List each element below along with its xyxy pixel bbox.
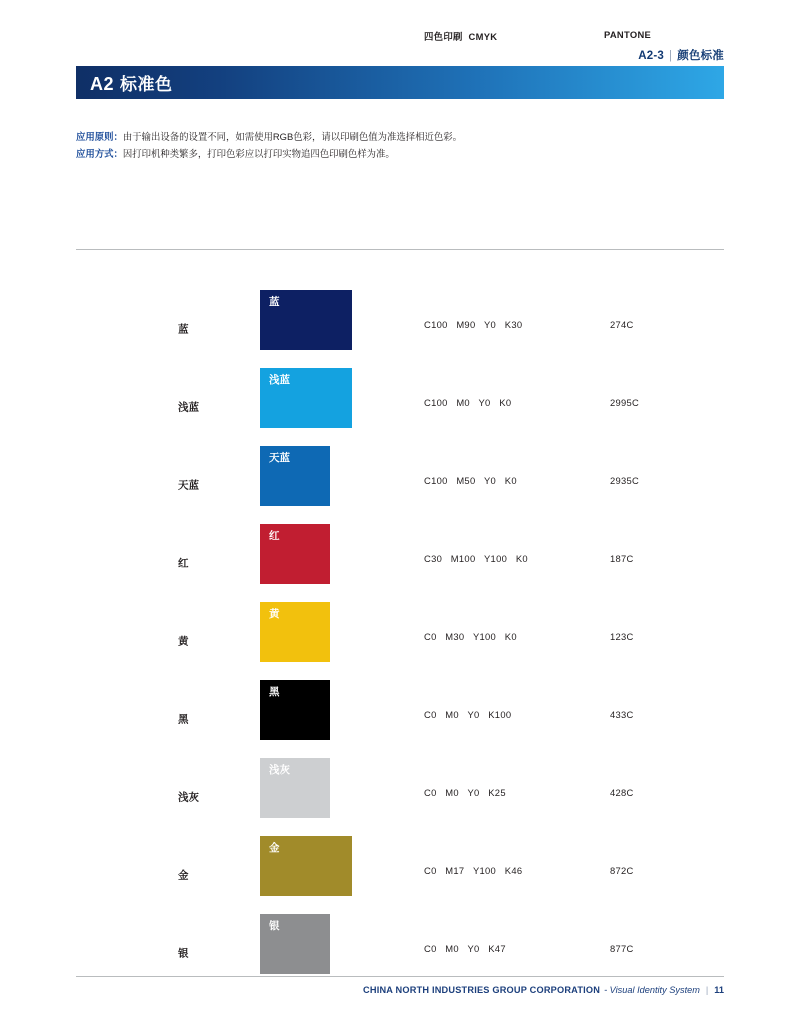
cmyk-value: C0 M0 Y0 K100	[424, 709, 512, 720]
intro-text-principle: 由于输出设备的设置不同，如需使用RGB色彩，请以印刷色值为准选择相近色彩。	[122, 131, 462, 142]
swatch-label: 天蓝	[269, 452, 290, 464]
color-name: 黄	[178, 635, 189, 648]
intro-label-method: 应用方式：	[76, 148, 123, 159]
section-code: A2	[90, 74, 115, 94]
footer-company: CHINA NORTH INDUSTRIES GROUP CORPORATION	[363, 985, 601, 995]
color-name: 浅蓝	[178, 401, 199, 414]
color-swatch	[260, 446, 330, 506]
cmyk-value: C100 M50 Y0 K0	[424, 475, 517, 486]
cmyk-value: C100 M0 Y0 K0	[424, 397, 512, 408]
page-header	[76, 47, 724, 61]
pantone-value: 187C	[610, 553, 634, 564]
color-name: 浅灰	[178, 791, 199, 804]
swatch-label: 红	[269, 530, 280, 542]
table-row	[0, 836, 800, 914]
header-section-code: A2-3	[638, 50, 664, 62]
section-name: 标准色	[120, 75, 173, 94]
swatch-label: 蓝	[269, 296, 280, 308]
table-top-rule	[76, 249, 724, 250]
color-name: 红	[178, 557, 189, 570]
cmyk-value: C0 M30 Y100 K0	[424, 631, 517, 642]
pantone-value: 877C	[610, 943, 634, 954]
pantone-value: 872C	[610, 865, 634, 876]
color-swatch	[260, 914, 330, 974]
pantone-value: 2935C	[610, 475, 640, 486]
column-header-cmyk: 四色印刷 CMYK	[424, 31, 498, 42]
table-row	[0, 446, 800, 524]
footer-rule	[76, 976, 724, 977]
cmyk-value: C0 M0 Y0 K47	[424, 943, 506, 954]
cmyk-value: C100 M90 Y0 K30	[424, 319, 523, 330]
color-name: 黑	[178, 713, 189, 726]
intro-label-principle: 应用原则：	[76, 131, 123, 142]
color-swatch	[260, 680, 330, 740]
table-row	[0, 758, 800, 836]
color-swatch	[260, 368, 352, 428]
color-swatch	[260, 836, 352, 896]
header-separator: |	[669, 50, 673, 62]
intro-row	[76, 128, 716, 145]
column-header-pantone: PANTONE	[604, 29, 652, 40]
color-swatch	[260, 524, 330, 584]
color-table	[0, 290, 800, 992]
cmyk-value: C0 M0 Y0 K25	[424, 787, 506, 798]
pantone-value: 428C	[610, 787, 634, 798]
color-name: 蓝	[178, 323, 189, 336]
color-name: 天蓝	[178, 479, 199, 492]
page-number: 11	[714, 985, 724, 995]
swatch-label: 银	[269, 920, 280, 932]
intro-text-method: 因打印机种类繁多，打印色彩应以打印实物追四色印刷色样为准。	[122, 148, 395, 159]
section-title-text	[76, 70, 173, 95]
swatch-label: 黄	[269, 608, 280, 620]
pantone-value: 2995C	[610, 397, 640, 408]
color-swatch	[260, 758, 330, 818]
pantone-value: 433C	[610, 709, 634, 720]
table-row	[0, 914, 800, 992]
swatch-label: 浅蓝	[269, 374, 290, 386]
intro-row	[76, 145, 716, 162]
color-swatch	[260, 602, 330, 662]
cmyk-value: C30 M100 Y100 K0	[424, 553, 528, 564]
table-row	[0, 524, 800, 602]
page-footer	[76, 982, 724, 998]
swatch-label: 黑	[269, 686, 280, 698]
color-name: 金	[178, 869, 189, 882]
section-title-band	[76, 66, 724, 99]
pantone-value: 274C	[610, 319, 634, 330]
swatch-label: 浅灰	[269, 764, 290, 776]
table-row	[0, 680, 800, 758]
table-row	[0, 290, 800, 368]
color-name: 银	[178, 947, 189, 960]
intro-block	[76, 128, 716, 162]
footer-system: - Visual Identity System	[604, 985, 700, 995]
header-section-title: 颜色标准	[677, 50, 724, 62]
pantone-value: 123C	[610, 631, 634, 642]
table-row	[0, 602, 800, 680]
table-row	[0, 368, 800, 446]
color-swatch	[260, 290, 352, 350]
cmyk-value: C0 M17 Y100 K46	[424, 865, 523, 876]
swatch-label: 金	[269, 842, 280, 854]
footer-separator: |	[705, 985, 709, 995]
